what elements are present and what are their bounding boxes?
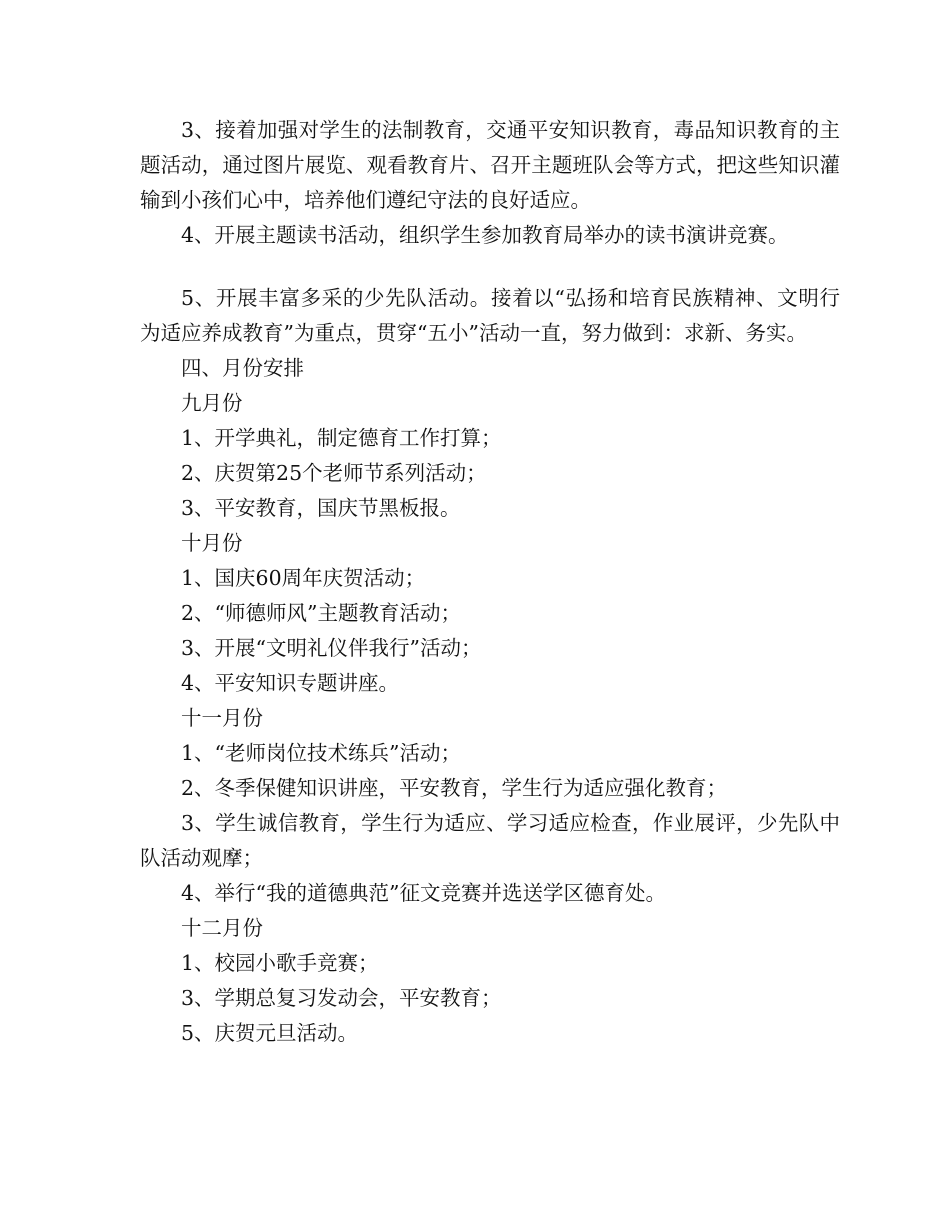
list-item: 1、校园小歌手竞赛； bbox=[181, 951, 379, 975]
list-item: 4、举行“我的道德典范”征文竞赛并选送学区德育处。 bbox=[181, 881, 667, 905]
list-item: 1、国庆60周年庆贺活动； bbox=[181, 566, 426, 590]
list-item: 3、学期总复习发动会，平安教育； bbox=[181, 986, 502, 1010]
month-heading-october: 十月份 bbox=[181, 531, 243, 555]
paragraph-pioneer-activity: 5、开展丰富多采的少先队活动。接着以“弘扬和培育民族精神、文明行为适应养成教育”为重点，贯穿“五小”活动一直，努力做到：求新、务实。 bbox=[140, 286, 840, 345]
list-item: 2、“师德师风”主题教育活动； bbox=[181, 601, 462, 625]
list-item: 2、冬季保健知识讲座，平安教育，学生行为适应强化教育； bbox=[181, 776, 728, 800]
list-item: 3、学生诚信教育，学生行为适应、学习适应检查，作业展评，少先队中队活动观摩； bbox=[140, 811, 840, 870]
section-heading-monthly-schedule: 四、月份安排 bbox=[181, 356, 304, 380]
paragraph-legal-education: 3、接着加强对学生的法制教育，交通平安知识教育，毒品知识教育的主题活动，通过图片展览、观看教育片、召开主题班队会等方式，把这些知识灌输到小孩们心中，培养他们遵纪守法的良好适应。 bbox=[140, 118, 840, 212]
list-item: 4、平安知识专题讲座。 bbox=[181, 671, 400, 695]
paragraph-reading-activity: 4、开展主题读书活动，组织学生参加教育局举办的读书演讲竞赛。 bbox=[181, 223, 789, 247]
month-heading-november: 十一月份 bbox=[181, 706, 263, 730]
list-item: 3、开展“文明礼仪伴我行”活动； bbox=[181, 636, 482, 660]
list-item: 1、“老师岗位技术练兵”活动； bbox=[181, 741, 462, 765]
list-item: 2、庆贺第25个老师节系列活动； bbox=[181, 461, 487, 485]
document-body bbox=[140, 113, 840, 1051]
month-heading-december: 十二月份 bbox=[181, 916, 263, 940]
list-item: 1、开学典礼，制定德育工作打算； bbox=[181, 426, 502, 450]
list-item: 3、平安教育，国庆节黑板报。 bbox=[181, 496, 461, 520]
list-item: 5、庆贺元旦活动。 bbox=[181, 1021, 359, 1045]
month-heading-september: 九月份 bbox=[181, 391, 243, 415]
